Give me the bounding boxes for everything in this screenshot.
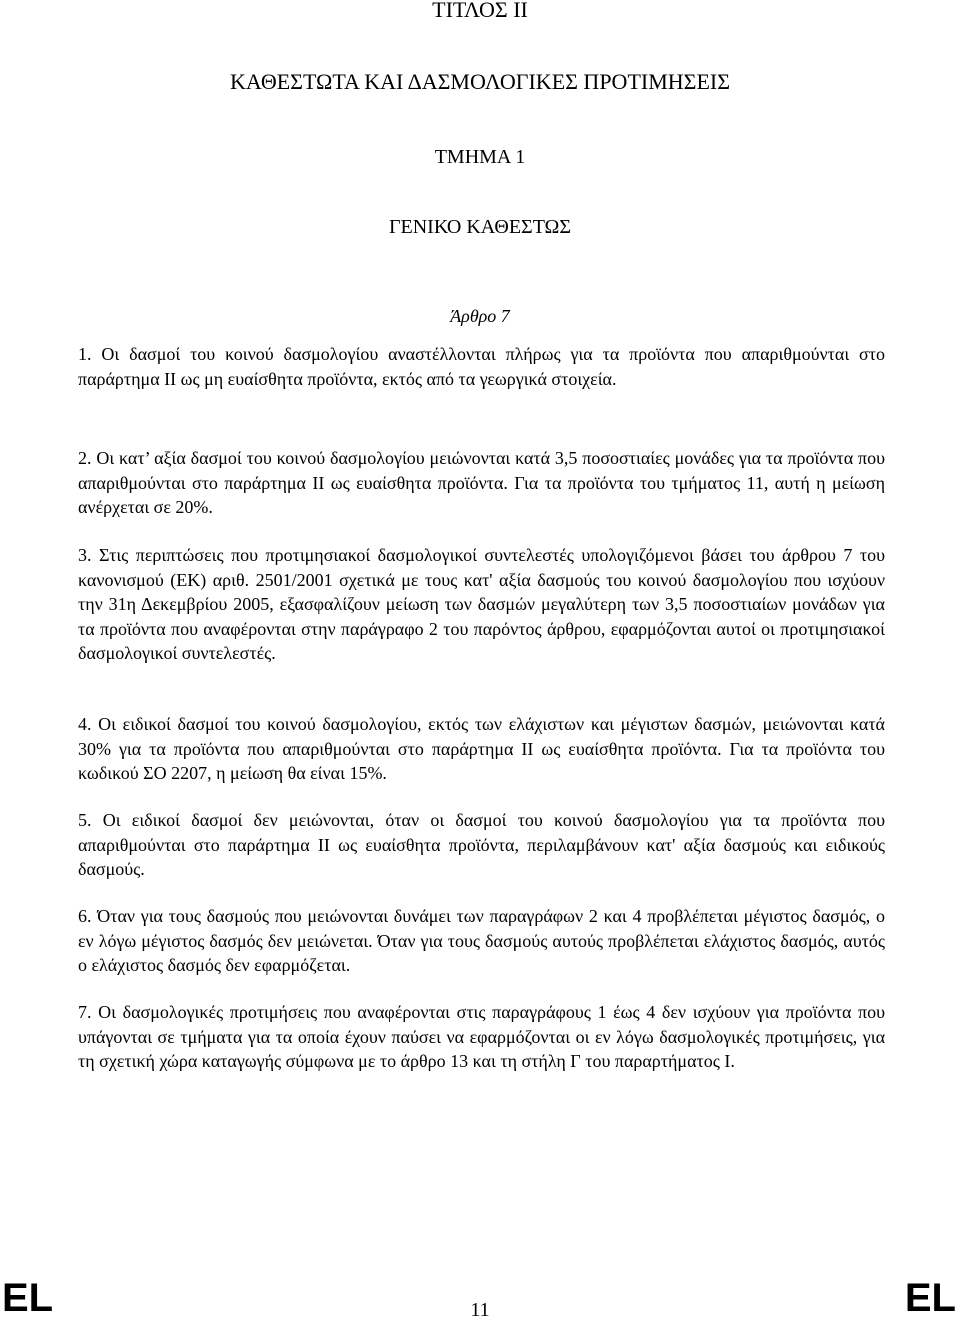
paragraph-5: 5. Οι ειδικοί δασμοί δεν μειώνονται, όταν οι δασμοί του κοινού δασμολογίου για τα προϊόντα που απαριθμούνται στο παράρτημα ΙΙ ως ευαίσθητα προϊόντα, περιλαμβάνουν κατ' αξία δασμούς και ειδικούς δασμούς.: [78, 810, 885, 879]
paragraph-7: 7. Οι δασμολογικές προτιμήσεις που αναφέρονται στις παραγράφους 1 έως 4 δεν ισχύουν για προϊόντα που υπάγονται σε τμήματα για τα οποία έχουν παύσει να εφαρμόζονται οι εν λόγω δασμολογικές προτιμήσεις, για τη σχετική χώρα καταγωγής σύμφωνα με το άρθρο 13 και τη στήλη Γ του παραρτήματος Ι.: [78, 1002, 885, 1071]
paragraph-6: 6. Όταν για τους δασμούς που μειώνονται δυνάμει των παραγράφων 2 και 4 προβλέπεται μέγιστος δασμός, ο εν λόγω μέγιστος δασμός δεν μειώνεται. Όταν για τους δασμούς αυτούς προβλέπεται ελάχιστος δασμός, αυτός ο ελάχιστος δασμός δεν εφαρμόζεται.: [78, 906, 885, 975]
section-subtitle: ΓΕΝΙΚΟ ΚΑΘΕΣΤΩΣ: [388, 216, 572, 238]
footer-language-right: EL: [904, 1276, 956, 1320]
paragraph-2: 2. Οι κατ’ αξία δασμοί του κοινού δασμολογίου μειώνονται κατά 3,5 ποσοστιαίες μονάδες για τα προϊόντα που απαριθμούνται στο παράρτημα ΙΙ ως ευαίσθητα προϊόντα. Για τα προϊόντα του τμήματος 11, αυτή η μείωση ανέρχεται σε 20%.: [78, 448, 885, 517]
title-heading: ΤΙΤΛΟΣ ΙΙ: [432, 0, 528, 22]
paragraph-1: 1. Οι δασμοί του κοινού δασμολογίου αναστέλλονται πλήρως για τα προϊόντα που απαριθμούνται στο παράρτημα ΙΙ ως μη ευαίσθητα προϊόντα, εκτός από τα γεωργικά στοιχεία.: [78, 344, 885, 389]
section-heading: ΤΜΗΜΑ 1: [434, 146, 526, 168]
page-number: 11: [470, 1299, 490, 1321]
paragraph-3: 3. Στις περιπτώσεις που προτιμησιακοί δασμολογικοί συντελεστές υπολογιζόμενοι βάσει του άρθρου 7 του κανονισμού (ΕΚ) αριθ. 2501/2001 σχετικά με τους κατ' αξία δασμούς του κοινού δασμολογίου που ισχύουν την 31η Δεκεμβρίου 2005, εξασφαλίζουν μείωση των δασμών μεγαλύτερη των 3,5 ποσοστιαίων μονάδων για τα προϊόντα που αναφέρονται στην παράγραφο 2 του παρόντος άρθρου, εφαρμόζονται αυτοί οι προτιμησιακοί δασμολογικοί συντελεστές.: [78, 545, 885, 663]
paragraph-4: 4. Οι ειδικοί δασμοί του κοινού δασμολογίου, εκτός των ελάχιστων και μέγιστων δασμών, μειώνονται κατά 30% για τα προϊόντα που απαριθμούνται στο παράρτημα ΙΙ ως ευαίσθητα προϊόντα. Για τα προϊόντα του κωδικού ΣΟ 2207, η μείωση θα είναι 15%.: [78, 714, 885, 783]
subtitle-heading: ΚΑΘΕΣΤΩΤΑ ΚΑΙ ΔΑΣΜΟΛΟΓΙΚΕΣ ΠΡΟΤΙΜΗΣΕΙΣ: [229, 69, 731, 94]
footer-language-left: EL: [2, 1276, 54, 1320]
article-heading: Άρθρο 7: [450, 306, 510, 326]
